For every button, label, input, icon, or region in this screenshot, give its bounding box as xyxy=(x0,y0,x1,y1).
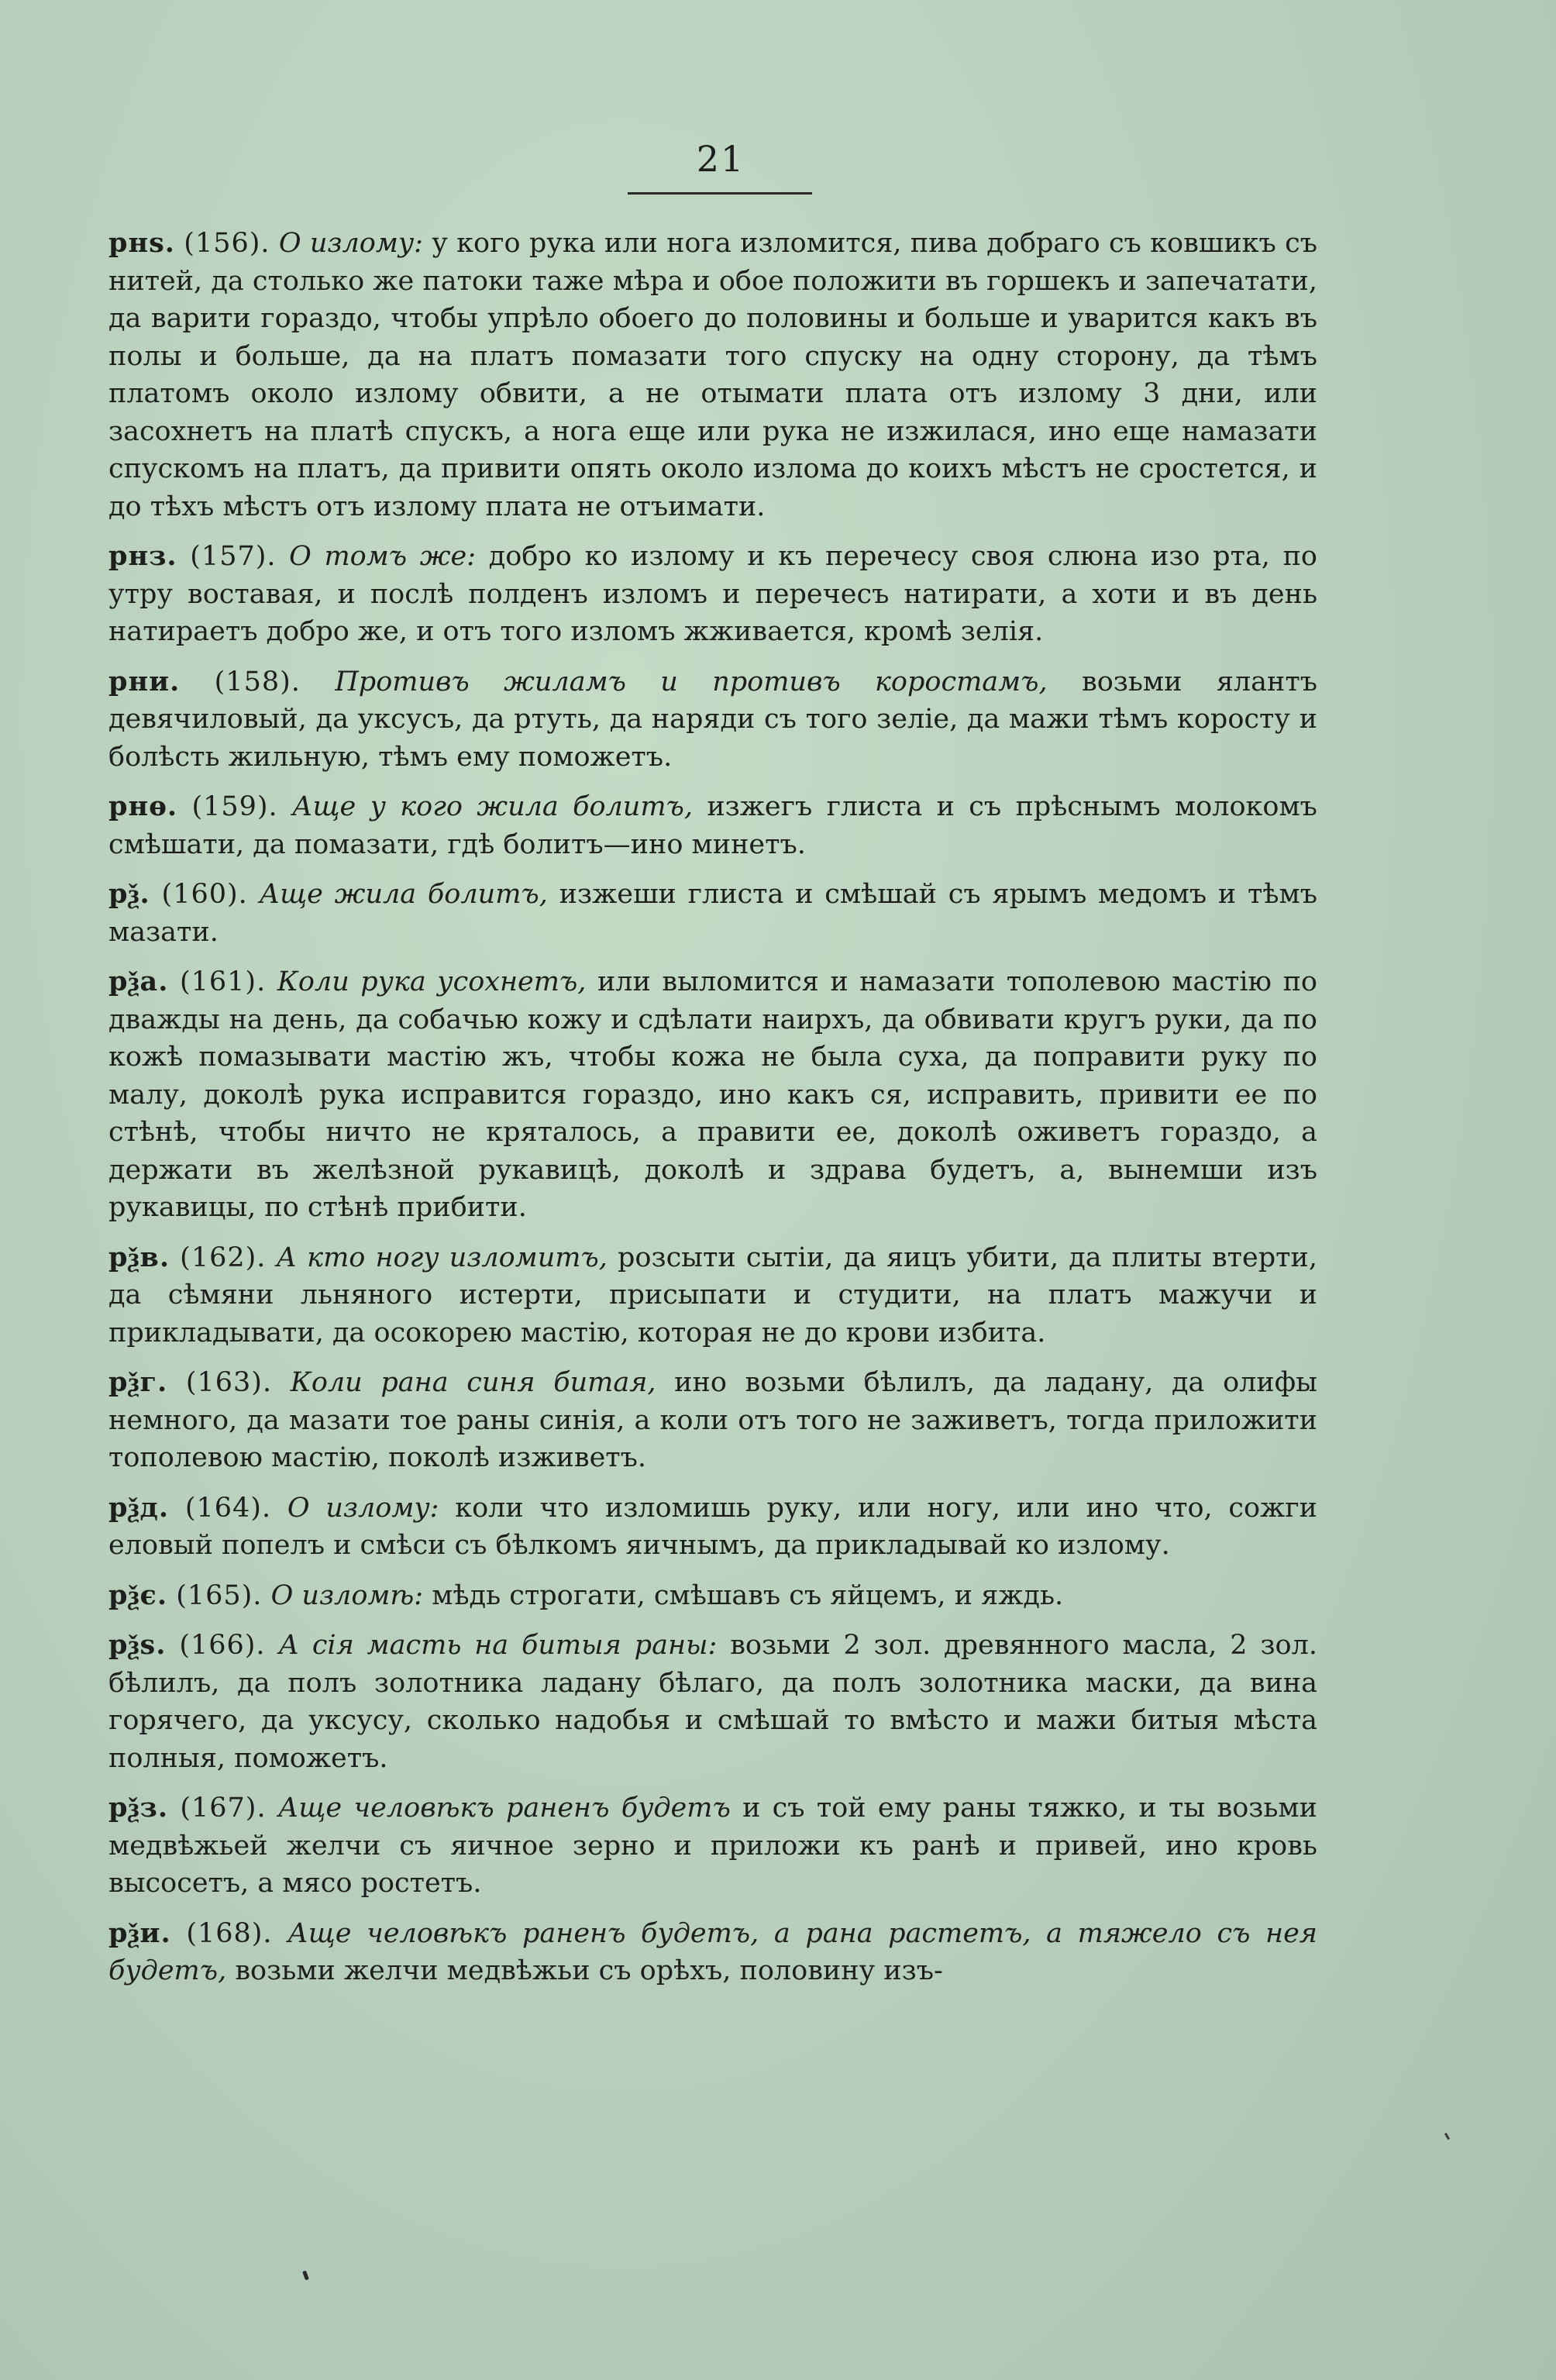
entry-text: возьми 2 зол. древянного масла, 2 зол. бѣлилъ, да полъ золотника ладану бѣлаго, да полъ золотника маски, да вина горячего, да уксусу, сколько надобья и смѣшай то вмѣсто и мажи битыя мѣста полныя, поможетъ. xyxy=(108,1630,1317,1774)
recipe-entry-159 xyxy=(108,788,1317,863)
entry-title: Аще человѣкъ раненъ будетъ xyxy=(277,1793,731,1824)
recipe-entry-162 xyxy=(108,1239,1317,1352)
entry-title: А сія масть на битыя раны: xyxy=(278,1630,718,1661)
entry-number: (161). xyxy=(179,966,267,997)
entry-number: (166). xyxy=(179,1630,266,1661)
entry-marker: рнѳ. xyxy=(108,790,178,822)
entry-text: коли что изломишь руку, или ногу, или ино что, сожги еловый попелъ и смѣси съ бѣлкомъ яичнымъ, да прикладывай ко излому. xyxy=(108,1492,1317,1561)
entry-title: Коли рука усохнетъ, xyxy=(277,966,587,997)
entry-title: А кто ногу изломитъ, xyxy=(276,1242,608,1273)
entry-number: (158). xyxy=(214,666,301,697)
recipe-entry-156 xyxy=(108,225,1317,525)
entry-title: О изломѣ: xyxy=(270,1579,424,1611)
entry-marker: рѯг. xyxy=(108,1366,168,1398)
entry-marker: рѯз. xyxy=(108,1792,169,1824)
entry-title: О томъ же: xyxy=(289,541,477,572)
entry-text: возьми желчи медвѣжьи съ орѣхъ, половину изъ- xyxy=(235,1955,943,1986)
entry-number: (160). xyxy=(161,879,248,910)
entry-text: или выломится и намазати тополевою мастію по дважды на день, да собачью кожу и сдѣлати наирхъ, да обвивати кругъ руки, да по кожѣ помазывати мастію жъ, чтобы кожа не была суха, да поправити руку по малу, доколѣ рука исправится гораздо, ино какъ ся, исправить, привити ее по стѣнѣ, чтобы ничто не кряталось, а правити ее, доколѣ оживетъ гораздо, а держати въ желѣзной рукавицѣ, доколѣ и здрава будетъ, а, вынемши изъ рукавицы, по стѣнѣ прибити. xyxy=(108,966,1317,1223)
entry-number: (162). xyxy=(180,1242,267,1273)
recipe-entry-157 xyxy=(108,538,1317,651)
ink-speck xyxy=(1444,2133,1450,2140)
page-number: 21 xyxy=(696,138,745,180)
recipe-entry-166 xyxy=(108,1627,1317,1777)
entry-text: и съ той ему раны тяжко, и ты возьми медвѣжьей желчи съ яичное зерно и приложи къ ранѣ и привей, ино кровь высосетъ, а мясо ростетъ. xyxy=(108,1793,1317,1899)
entry-marker: рѯд. xyxy=(108,1491,170,1524)
entry-text: изжеши глиста и смѣшай съ ярымъ медомъ и тѣмъ мазати. xyxy=(108,879,1317,948)
entry-number: (156). xyxy=(184,228,270,259)
entry-title: Коли рана синя битая, xyxy=(290,1367,656,1398)
recipe-entry-158 xyxy=(108,663,1317,777)
recipe-entry-164 xyxy=(108,1490,1317,1565)
entry-number: (165). xyxy=(176,1579,263,1611)
entry-number: (159). xyxy=(191,791,278,822)
recipe-entry-165 xyxy=(108,1577,1317,1615)
entry-text: розсыти сытіи, да яицъ убити, да плиты втерти, да сѣмяни льняного истерти, присыпати и студити, на платъ мажучи и прикладывати, да осокорею мастію, которая не до крови избита. xyxy=(108,1242,1317,1348)
entry-title: Противъ жиламъ и противъ коростамъ, xyxy=(335,666,1048,697)
entry-title: О излому: xyxy=(278,228,423,259)
entry-title: О излому: xyxy=(287,1492,439,1524)
entry-marker: рнѕ. xyxy=(108,227,175,259)
recipe-entry-167 xyxy=(108,1789,1317,1903)
entry-marker: рни. xyxy=(108,665,181,697)
entry-title: Аще у кого жила болитъ, xyxy=(292,791,693,822)
entry-marker: рѯв. xyxy=(108,1241,170,1273)
entry-marker: рѯи. xyxy=(108,1917,171,1949)
entry-title: Аще человѣкъ раненъ будетъ, а рана растетъ, а тяжело съ нея будетъ, xyxy=(108,1917,1317,1986)
entry-number: (167). xyxy=(180,1793,267,1824)
entry-number: (157). xyxy=(190,541,277,572)
entry-marker: рнз. xyxy=(108,540,177,572)
entry-number: (164). xyxy=(184,1492,272,1524)
entry-number: (168). xyxy=(186,1917,273,1949)
page-number-rule xyxy=(628,192,812,195)
entry-text: изжегъ глиста и съ прѣснымъ молокомъ смѣшати, да помазати, гдѣ болитъ—ино минетъ. xyxy=(108,791,1317,860)
entry-text: возьми ялантъ девячиловый, да уксусъ, да ртуть, да наряди съ того зеліе, да мажи тѣмъ коросту и болѣсть жильную, тѣмъ ему поможетъ. xyxy=(108,666,1317,773)
recipe-entry-163 xyxy=(108,1364,1317,1477)
entry-text: ино возьми бѣлилъ, да ладану, да олифы немного, да мазати тое раны синія, а коли отъ того не заживетъ, тогда приложити тополевою мастію, поколѣ изживетъ. xyxy=(108,1367,1317,1473)
entry-marker: рѯ. xyxy=(108,878,150,910)
entry-marker: рѯѕ. xyxy=(108,1629,167,1661)
recipe-entry-161 xyxy=(108,963,1317,1227)
entry-text: добро ко излому и къ перечесу своя слюна изо рта, по утру воставая, и послѣ полденъ изломъ и перечесъ натирати, а хоти и въ день натираетъ добро же, и отъ того изломъ жживается, кромѣ зелія. xyxy=(108,541,1317,647)
entry-text: у кого рука или нога изломится, пива добраго съ ковшикъ съ нитей, да столько же патоки таже мѣра и обое положити въ горшекъ и запечатати, да варити гораздо, чтобы упрѣло обоего до половины и больше и уварится какъ въ полы и больше, да на платъ помазати того спуску на одну сторону, да тѣмъ платомъ около излому обвити, а не отымати плата отъ излому 3 дни, или засохнетъ на платѣ спускъ, а нога еще или рука не изжилася, ино еще намазати спускомъ на платъ, да привити опять около излома до коихъ мѣстъ не сростется, и до тѣхъ мѣстъ отъ излому плата не отъимати. xyxy=(108,228,1317,522)
ink-speck xyxy=(302,2271,309,2281)
recipe-entry-168 xyxy=(108,1915,1317,1990)
recipe-list xyxy=(108,225,1317,2003)
entry-text: мѣдь строгати, смѣшавъ съ яйцемъ, и яждь. xyxy=(432,1579,1064,1611)
recipe-entry-160 xyxy=(108,876,1317,951)
entry-marker: рѯє. xyxy=(108,1579,168,1611)
entry-number: (163). xyxy=(185,1367,273,1398)
entry-title: Аще жила болитъ, xyxy=(259,879,548,910)
entry-marker: рѯа. xyxy=(108,966,169,997)
